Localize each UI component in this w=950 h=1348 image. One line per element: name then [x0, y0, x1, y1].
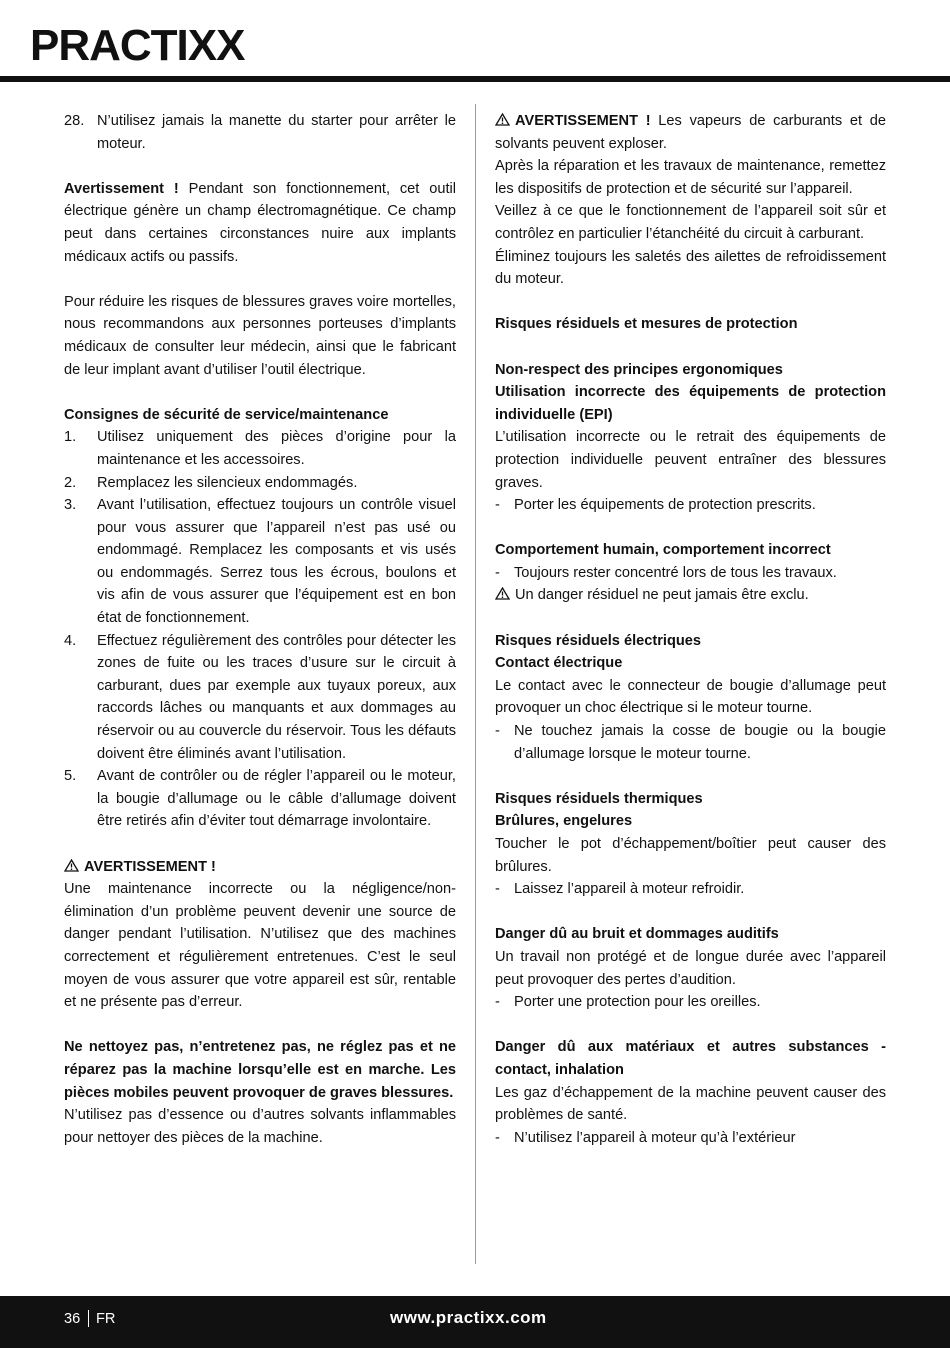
page-footer — [0, 1296, 950, 1348]
bullet-text: Laissez l’appareil à moteur refroidir. — [514, 881, 745, 898]
clean-fins-paragraph: Éliminez toujours les saletés des ailettes de refroidissement du moteur. — [495, 248, 886, 288]
warning-triangle-icon — [495, 113, 510, 126]
maintenance-item-3 — [64, 494, 456, 630]
ppe-text: L’utilisation incorrecte ou le retrait des équipements de protection individuelle peuvent entraîner des blessures graves. — [495, 429, 886, 491]
warning-text: Un danger résiduel ne peut jamais être exclu. — [515, 587, 809, 604]
bullet-item: - Laissez l’appareil à moteur refroidir. — [495, 878, 886, 901]
ppe-heading: Utilisation incorrecte des équipements de protection individuelle (EPI) — [495, 384, 886, 423]
thermal-risks-heading: Risques résiduels thermiques — [495, 790, 703, 807]
maintenance-heading: Consignes de sécurité de service/maintenance — [64, 406, 389, 423]
bullet-text: Porter les équipements de protection prescrits. — [514, 497, 816, 514]
list-text: Effectuez régulièrement des contrôles pour détecter les zones de fuite ou les traces d’usure sur le circuit à carburant, dues par exemple aux tuyaux poreux, aux raccords lâches ou manquants et aux dommages au réservoir ou au couvercle du réservoir. Tous les défauts doivent être éliminés avant l’utilisation. — [97, 632, 456, 762]
electrical-contact-subheading: Contact électrique — [495, 655, 623, 672]
bullet-text: Ne touchez jamais la cosse de bougie ou la bougie d’allumage lorsque le moteur tourne. — [514, 723, 886, 762]
materials-text: Les gaz d’échappement de la machine peuvent causer des problèmes de santé. — [495, 1084, 886, 1124]
bullet-item: - Porter une protection pour les oreilles. — [495, 991, 886, 1014]
burns-subheading: Brûlures, engelures — [495, 813, 633, 830]
bullet-text: Toujours rester concentré lors de tous les travaux. — [514, 564, 837, 581]
list-number: 3. — [64, 497, 77, 514]
list-number: 2. — [64, 474, 77, 491]
after-repair-paragraph: Après la réparation et les travaux de maintenance, remettez les dispositifs de protection et de sécurité sur l’appareil. — [495, 158, 886, 197]
moving-parts-warning: Ne nettoyez pas, n’entretenez pas, ne réglez pas et ne réparez pas la machine lorsqu’elle est en marche. Les pièces mobiles peuvent provoquer de graves blessures. — [64, 1039, 456, 1101]
maintenance-item-1 — [64, 426, 456, 471]
bullet-item: - Ne touchez jamais la cosse de bougie ou la bougie d’allumage lorsque le moteur tourne. — [495, 720, 886, 765]
electrical-text: Le contact avec le connecteur de bougie d’allumage peut provoquer un choc électrique si le moteur tourne. — [495, 677, 886, 717]
list-number: 5. — [64, 768, 77, 785]
noise-heading: Danger dû au bruit et dommages auditifs — [495, 926, 779, 943]
em-warning-paragraph — [64, 178, 456, 268]
warning-text: Les vapeurs de carburants et de solvants peuvent exploser. — [495, 113, 886, 152]
noise-text: Un travail non protégé et de longue durée avec l’appareil peut provoquer des pertes d’audition. — [495, 948, 886, 988]
residual-risks-heading: Risques résiduels et mesures de protection — [495, 316, 798, 333]
residual-danger-note — [495, 584, 886, 607]
ensure-safe-paragraph: Veillez à ce que le fonctionnement de l’appareil soit sûr et contrôlez en particulier l’étanchéité du circuit à carburant. — [495, 203, 886, 242]
left-column — [64, 110, 456, 1149]
human-behaviour-heading: Comportement humain, comportement incorrect — [495, 542, 831, 559]
bullet-text: N’utilisez l’appareil à moteur qu’à l’extérieur — [514, 1129, 796, 1146]
bullet-item: - Toujours rester concentré lors de tous les travaux. — [495, 562, 886, 585]
vapour-warning — [495, 110, 886, 155]
warning-label: AVERTISSEMENT ! — [84, 858, 216, 875]
list-text: Avant l’utilisation, effectuez toujours un contrôle visuel pour vous assurer que l’appareil n’est pas usé ou endommagé. Remplacez les composants et vis usés ou endommagés. Serrez tous les écrous, boulons et vis afin de vous assurer que l’équipement est en bon état de fonctionnement. — [97, 497, 456, 627]
right-column — [495, 110, 886, 1149]
list-text: Avant de contrôler ou de régler l’appareil ou le moteur, la bougie d’allumage ou le câble d’allumage doivent être retirés afin d’éviter tout démarrage involontaire. — [97, 768, 456, 830]
header-rule — [0, 76, 950, 82]
warning-triangle-icon — [64, 859, 79, 872]
solvents-paragraph: N’utilisez pas d’essence ou d’autres solvants inflammables pour nettoyer des pièces de la machine. — [64, 1107, 456, 1146]
ergonomics-heading: Non-respect des principes ergonomiques — [495, 361, 783, 378]
website-link[interactable]: www.practixx.com — [390, 1308, 547, 1327]
materials-heading: Danger dû aux matériaux et autres substances - contact, inhalation — [495, 1039, 886, 1078]
language-code: FR — [96, 1311, 116, 1327]
electrical-risks-heading: Risques résiduels électriques — [495, 632, 702, 649]
warning-text: Pendant son fonctionnement, cet outil électrique génère un champ électromagnétique. Ce champ peut dans certaines circonstances nuire aux implants médicaux actifs ou passifs. — [64, 180, 456, 265]
warning-maintenance-text: Une maintenance incorrecte ou la négligence/non-élimination d’un problème peuvent devenir une source de danger pendant l’utilisation. N’utilisez que des machines correctement et régulièrement entretenues. C’est le seul moyen de vous assurer que votre appareil est sûr, rentable et ne présente pas d’erreur. — [64, 881, 456, 1011]
thermal-text: Toucher le pot d’échappement/boîtier peut causer des brûlures. — [495, 836, 886, 875]
maintenance-item-2 — [64, 472, 456, 495]
list-number: 28. — [64, 113, 85, 129]
logo-text: PRACTIXX — [30, 21, 245, 70]
maintenance-item-4 — [64, 630, 456, 766]
warning-label: AVERTISSEMENT ! — [515, 113, 651, 129]
warning-heading — [64, 856, 456, 879]
footer-separator — [88, 1310, 89, 1327]
list-text: N’utilisez jamais la manette du starter pour arrêter le moteur. — [97, 113, 456, 152]
list-text: Utilisez uniquement des pièces d’origine pour la maintenance et les accessoires. — [97, 429, 456, 468]
warning-triangle-icon — [495, 587, 510, 600]
list-text: Remplacez les silencieux endommagés. — [97, 474, 358, 491]
list-number: 4. — [64, 632, 77, 649]
page-number: 36 — [64, 1311, 81, 1327]
practixx-logo — [28, 14, 328, 76]
implants-paragraph: Pour réduire les risques de blessures graves voire mortelles, nous recommandons aux personnes porteuses d’implants médicaux de consulter leur médecin, ainsi que le fabricant de leur implant avant d’utiliser l’outil électrique. — [64, 293, 456, 378]
bullet-item: - N’utilisez l’appareil à moteur qu’à l’extérieur — [495, 1127, 886, 1150]
list-number: 1. — [64, 429, 77, 446]
warning-label: Avertissement ! — [64, 180, 179, 197]
bullet-text: Porter une protection pour les oreilles. — [514, 994, 761, 1011]
column-divider — [475, 104, 476, 1264]
maintenance-item-5 — [64, 765, 456, 833]
list-item-28 — [64, 110, 456, 155]
bullet-item: - Porter les équipements de protection prescrits. — [495, 494, 886, 517]
page-header — [0, 0, 950, 84]
